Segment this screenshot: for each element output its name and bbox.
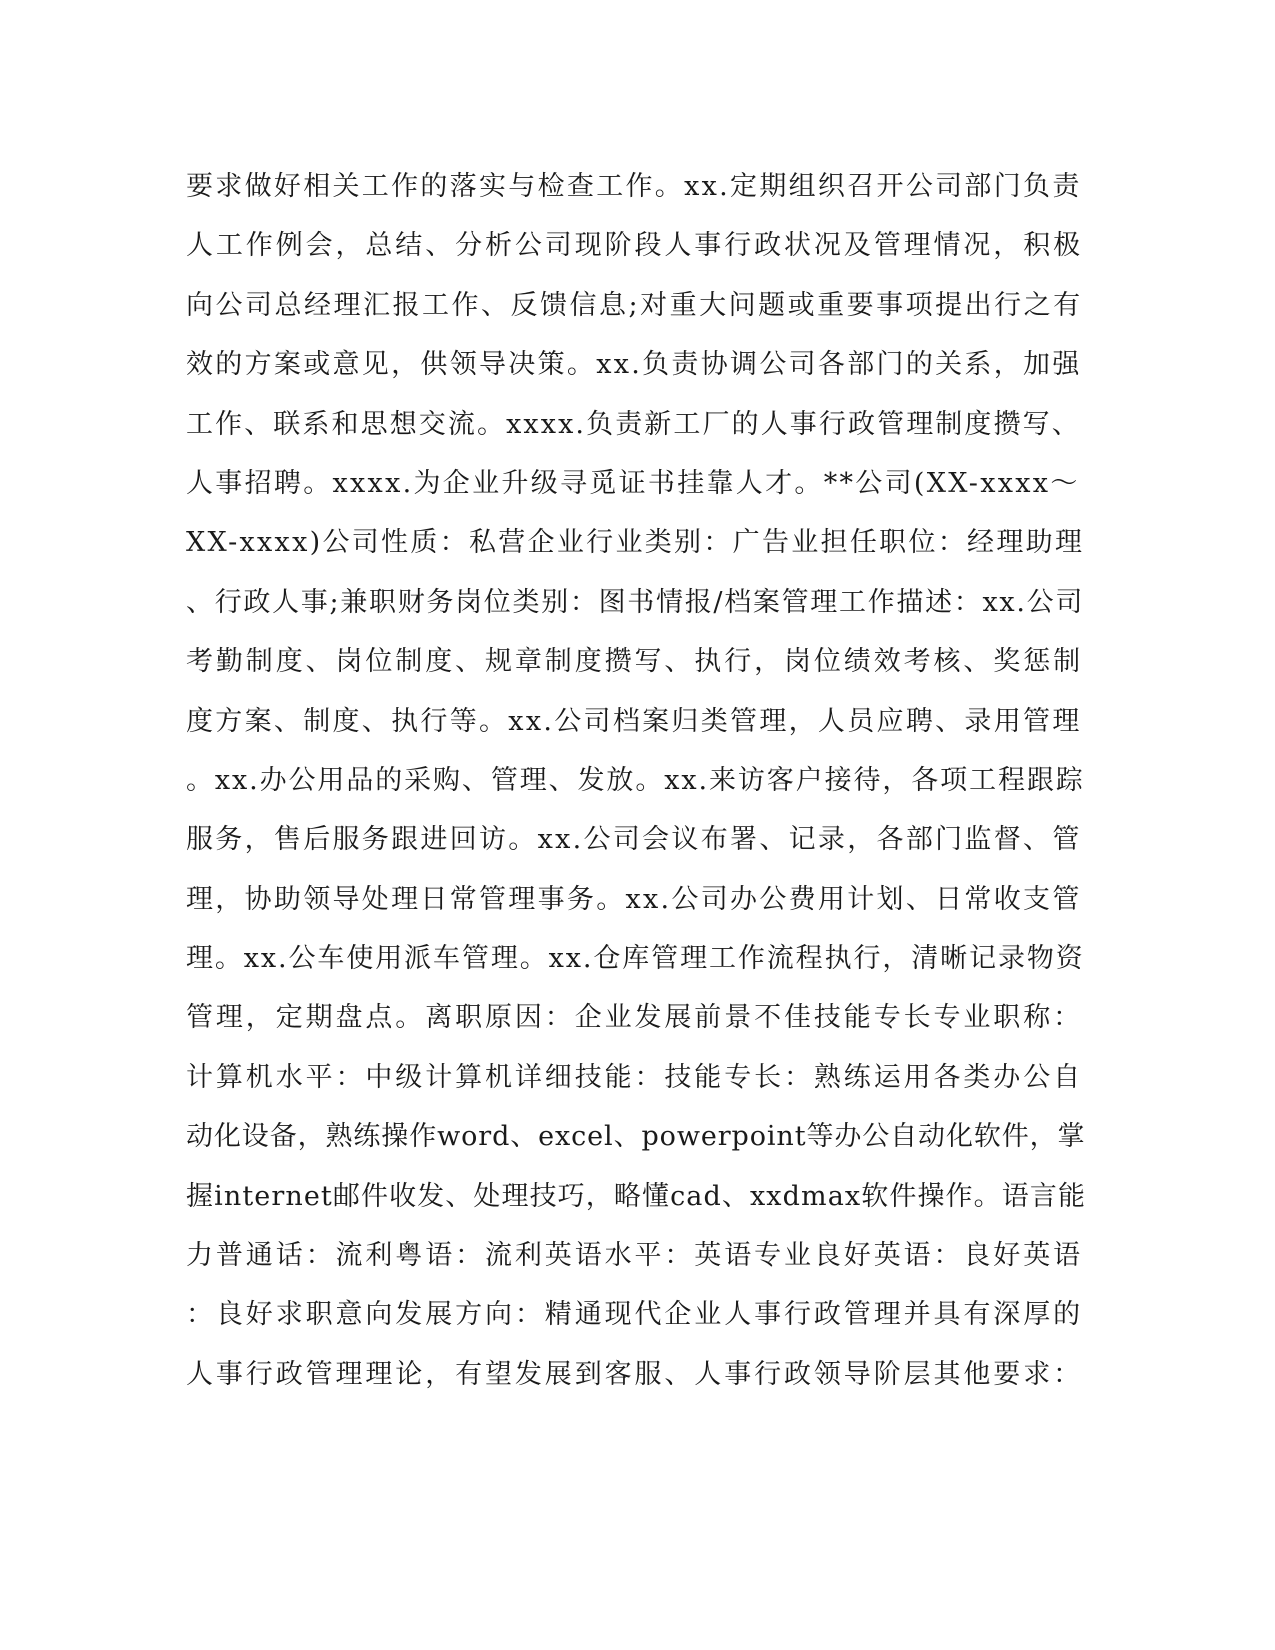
text-line: 。xx.办公用品的采购、管理、发放。xx.来访客户接待，各项工程跟踪 bbox=[186, 764, 1085, 796]
text-line: 人事招聘。xxxx.为企业升级寻觅证书挂靠人才。**公司(XX-xxxx～ bbox=[186, 467, 1080, 499]
text-line: 要求做好相关工作的落实与检查工作。xx.定期组织召开公司部门负责 bbox=[186, 171, 1082, 202]
text-line: 动化设备，熟练操作word、excel、powerpoint等办公自动化软件，掌 bbox=[186, 1121, 1086, 1153]
text-line: 人工作例会，总结、分析公司现阶段人事行政状况及管理情况，积极 bbox=[186, 230, 1083, 262]
text-line: 人事行政管理理论，有望发展到客服、人事行政领导阶层其他要求： bbox=[186, 1358, 1083, 1390]
text-line: 向公司总经理汇报工作、反馈信息;对重大问题或重要事项提出行之有 bbox=[186, 289, 1083, 321]
text-line: 工作、联系和思想交流。xxxx.负责新工厂的人事行政管理制度攒写、 bbox=[186, 408, 1081, 440]
text-line: 计算机水平：中级计算机详细技能：技能专长：熟练运用各类办公自 bbox=[186, 1061, 1083, 1093]
text-line: 、行政人事;兼职财务岗位类别：图书情报/档案管理工作描述：xx.公司 bbox=[186, 586, 1085, 618]
text-line: 度方案、制度、执行等。xx.公司档案归类管理，人员应聘、录用管理 bbox=[186, 705, 1082, 737]
text-line: 理，协助领导处理日常管理事务。xx.公司办公费用计划、日常收支管 bbox=[186, 883, 1082, 915]
body-text bbox=[186, 157, 1086, 1404]
text-line: 考勤制度、岗位制度、规章制度攒写、执行，岗位绩效考核、奖惩制 bbox=[186, 646, 1083, 678]
text-line: 管理，定期盘点。离职原因：企业发展前景不佳技能专长专业职称： bbox=[186, 1002, 1083, 1034]
text-line: 力普通话：流利粤语：流利英语水平：英语专业良好英语：良好英语 bbox=[186, 1240, 1083, 1272]
text-line: 效的方案或意见，供领导决策。xx.负责协调公司各部门的关系，加强 bbox=[186, 349, 1082, 381]
text-line: ：良好求职意向发展方向：精通现代企业人事行政管理并具有深厚的 bbox=[186, 1299, 1083, 1331]
text-line: 理。xx.公车使用派车管理。xx.仓库管理工作流程执行，清晰记录物资 bbox=[186, 943, 1085, 975]
text-line: 服务，售后服务跟进回访。xx.公司会议布署、记录，各部门监督、管 bbox=[186, 824, 1082, 856]
text-line: XX-xxxx)公司性质：私营企业行业类别：广告业担任职位：经理助理 bbox=[186, 527, 1085, 559]
text-line: 握internet邮件收发、处理技巧，略懂cad、xxdmax软件操作。语言能 bbox=[186, 1180, 1087, 1212]
